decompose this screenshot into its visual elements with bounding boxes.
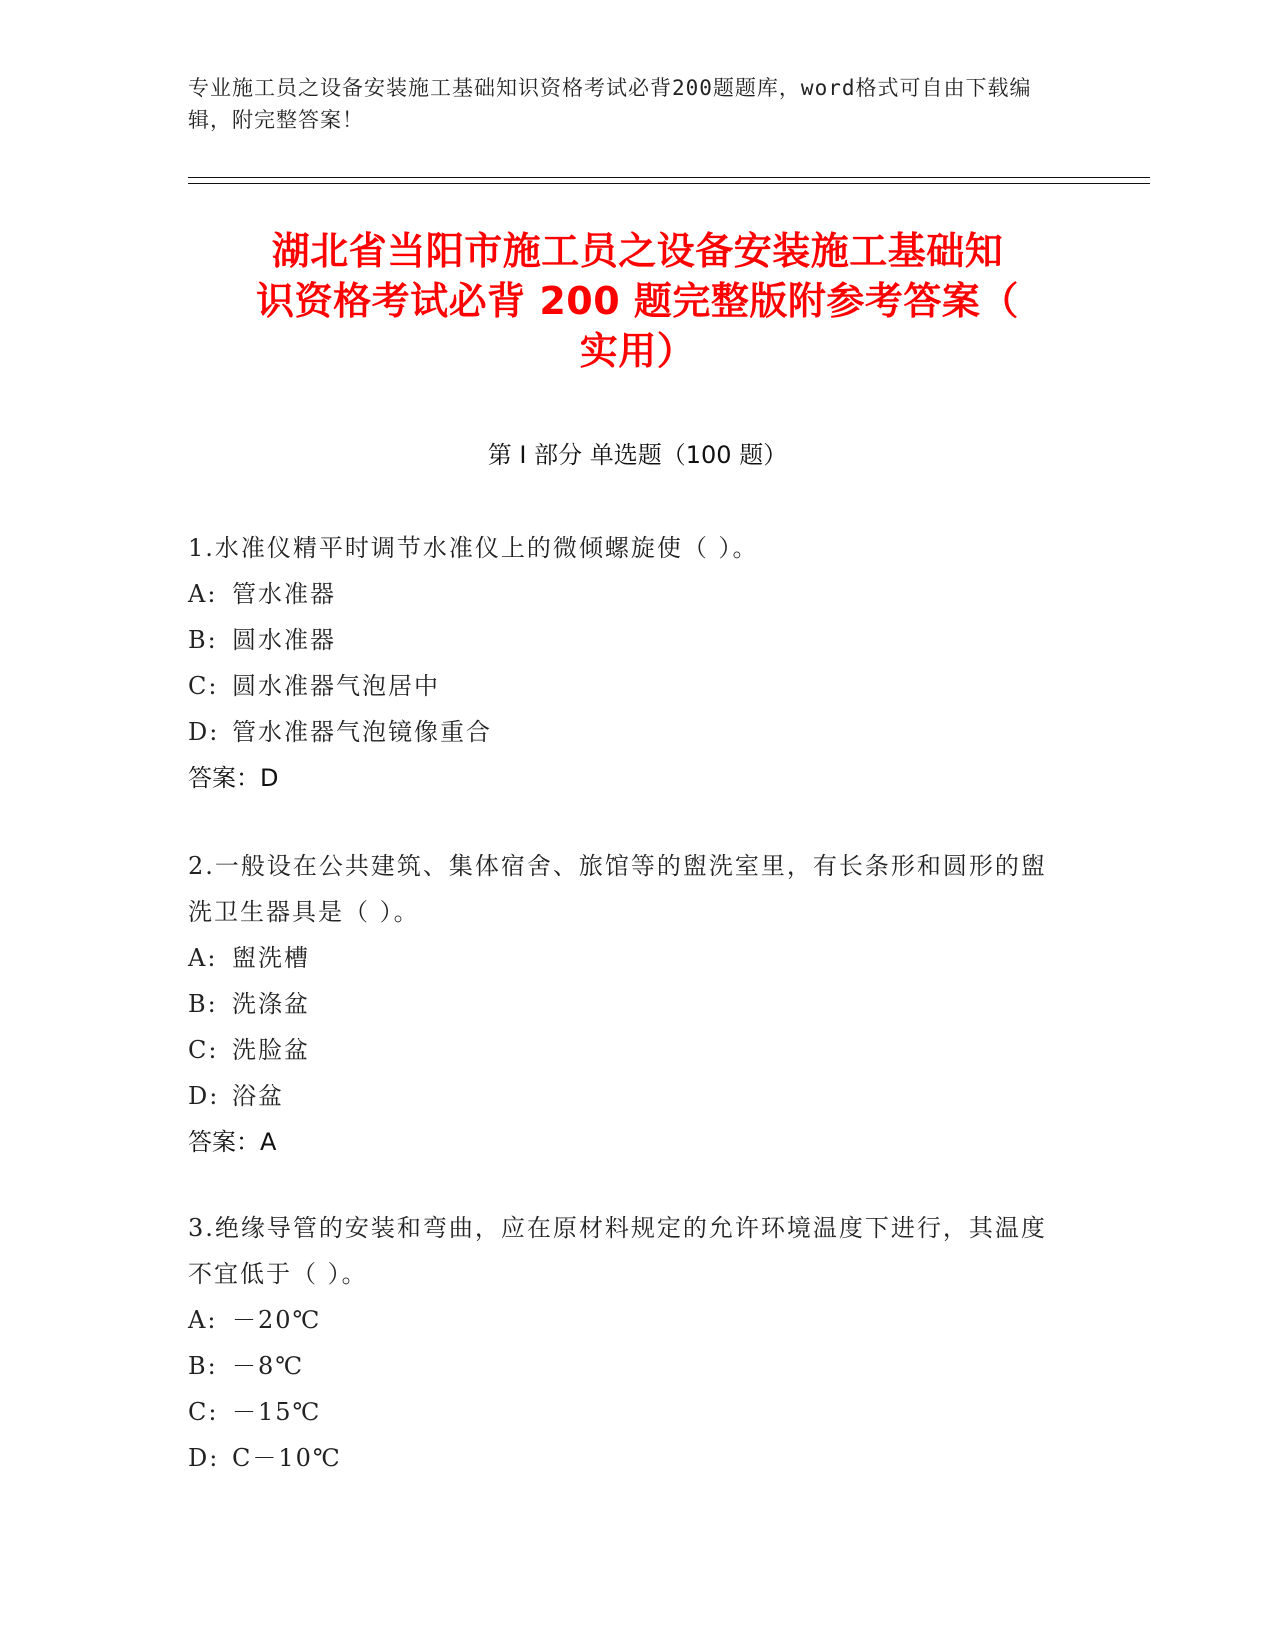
option-text: 管水准器 — [232, 580, 336, 608]
answer-key: 答案：D — [188, 764, 279, 792]
option-d — [188, 1073, 1068, 1119]
document-title — [150, 226, 1125, 376]
option-a — [188, 1297, 1068, 1343]
option-text: －8℃ — [232, 1352, 305, 1380]
header-rule-bottom — [188, 183, 1150, 184]
option-letter: B: — [188, 626, 218, 654]
title-line-2: 识资格考试必背 200 题完整版附参考答案（ — [256, 279, 1019, 323]
section-heading: 第 I 部分 单选题（100 题） — [487, 441, 788, 469]
title-line-3: 实用） — [579, 329, 696, 373]
option-text: 浴盆 — [232, 1082, 284, 1110]
option-letter: B: — [188, 1352, 218, 1380]
option-text: 洗涤盆 — [232, 990, 310, 1018]
option-letter: D: — [188, 1444, 220, 1472]
option-d — [188, 709, 1068, 755]
option-letter: D: — [188, 1082, 220, 1110]
option-a — [188, 571, 1068, 617]
answer-key: 答案：A — [188, 1128, 277, 1156]
option-c — [188, 1027, 1068, 1073]
option-letter: A: — [188, 580, 218, 608]
header-note: 专业施工员之设备安装施工基础知识资格考试必背200题题库，word格式可自由下载编辑，附完整答案！ — [188, 76, 1032, 132]
option-letter: A: — [188, 1306, 218, 1334]
option-text: －20℃ — [232, 1306, 322, 1334]
title-line-1: 湖北省当阳市施工员之设备安装施工基础知 — [271, 229, 1004, 273]
option-letter: C: — [188, 672, 219, 700]
option-a — [188, 935, 1068, 981]
option-c — [188, 1389, 1068, 1435]
option-d — [188, 1435, 1068, 1481]
option-text: 盥洗槽 — [232, 944, 310, 972]
option-letter: A: — [188, 944, 218, 972]
option-letter: C: — [188, 1036, 219, 1064]
question-1 — [188, 525, 1068, 801]
question-stem: 1.水准仪精平时调节水准仪上的微倾螺旋使（ ）。 — [188, 534, 759, 562]
question-2 — [188, 843, 1068, 1165]
option-text: C－10℃ — [232, 1444, 342, 1472]
option-letter: B: — [188, 990, 218, 1018]
option-text: 圆水准器气泡居中 — [232, 672, 440, 700]
option-c — [188, 663, 1068, 709]
option-letter: C: — [188, 1398, 219, 1426]
option-letter: D: — [188, 718, 220, 746]
option-b — [188, 981, 1068, 1027]
question-stem: 2.一般设在公共建筑、集体宿舍、旅馆等的盥洗室里，有长条形和圆形的盥洗卫生器具是（ ）。 — [188, 852, 1047, 926]
option-text: 圆水准器 — [232, 626, 336, 654]
option-text: 管水准器气泡镜像重合 — [232, 718, 492, 746]
option-b — [188, 1343, 1068, 1389]
header-rule-top — [188, 177, 1150, 178]
option-text: 洗脸盆 — [232, 1036, 310, 1064]
question-stem: 3.绝缘导管的安装和弯曲，应在原材料规定的允许环境温度下进行，其温度不宜低于（ ）。 — [188, 1214, 1047, 1288]
option-b — [188, 617, 1068, 663]
question-3 — [188, 1205, 1068, 1481]
option-text: －15℃ — [232, 1398, 322, 1426]
